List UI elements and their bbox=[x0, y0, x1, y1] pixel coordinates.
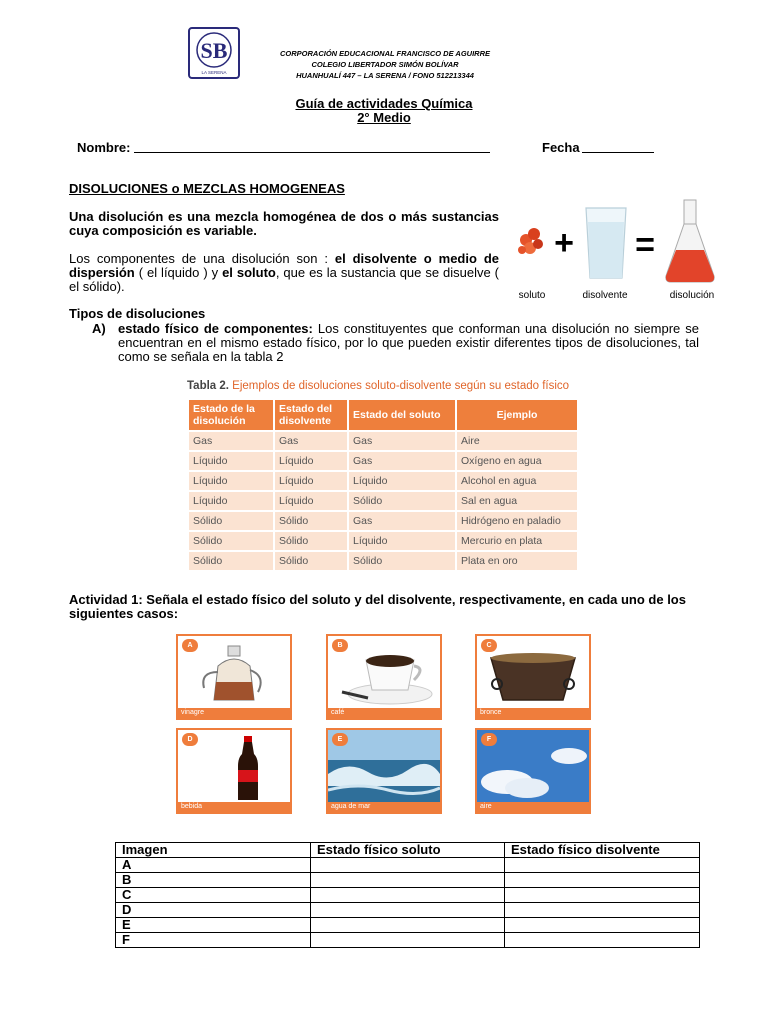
logo-caption: LA SERENA bbox=[201, 70, 227, 75]
photo-caption: aire bbox=[480, 803, 492, 810]
school-logo bbox=[188, 27, 240, 79]
tabla2-header: Ejemplo bbox=[457, 400, 577, 430]
table-row bbox=[189, 532, 577, 550]
table-cell: Sólido bbox=[349, 492, 455, 510]
tipos-item-text: Los constituyentes que conforman una disolución no siempre se encuentran en el mismo estado físico, por lo que pueden existir diferentes tipos de disoluciones, tal como se señala en la tabla 2 bbox=[118, 321, 699, 364]
table-cell: Sólido bbox=[275, 532, 347, 550]
answer-cell-disolvente[interactable] bbox=[505, 903, 700, 918]
table-cell: Sólido bbox=[275, 512, 347, 530]
components-paragraph bbox=[69, 252, 499, 294]
table-cell: Sólido bbox=[189, 552, 273, 570]
answer-row-label: F bbox=[116, 933, 311, 948]
table-cell: Gas bbox=[349, 512, 455, 530]
photo-caption: bronce bbox=[480, 709, 502, 716]
tipos-item-marker: A) bbox=[92, 321, 106, 336]
answer-header: Imagen bbox=[116, 843, 311, 858]
table-row bbox=[116, 888, 700, 903]
label-disolvente: disolvente bbox=[582, 290, 628, 301]
tipos-item-a bbox=[118, 322, 699, 364]
fecha-label: Fecha bbox=[542, 140, 580, 155]
answer-header: Estado físico soluto bbox=[311, 843, 505, 858]
table-cell: Líquido bbox=[275, 472, 347, 490]
table-cell: Gas bbox=[349, 452, 455, 470]
table-cell: Líquido bbox=[189, 452, 273, 470]
photo-letter: D bbox=[182, 733, 198, 746]
photo-bronce bbox=[475, 634, 591, 720]
table-cell: Sólido bbox=[189, 532, 273, 550]
answer-cell-soluto[interactable] bbox=[311, 903, 505, 918]
table-cell: Gas bbox=[189, 432, 273, 450]
table-row bbox=[189, 472, 577, 490]
section-heading: DISOLUCIONES o MEZCLAS HOMOGENEAS bbox=[69, 181, 345, 196]
photo-letter: E bbox=[332, 733, 348, 746]
table-row bbox=[189, 492, 577, 510]
guide-level: 2° Medio bbox=[357, 110, 411, 125]
tipos-heading: Tipos de disoluciones bbox=[69, 306, 206, 321]
photo-bebida bbox=[176, 728, 292, 814]
table-row bbox=[116, 933, 700, 948]
table-cell: Líquido bbox=[275, 452, 347, 470]
logo-emblem-icon bbox=[190, 29, 238, 77]
table-cell: Líquido bbox=[189, 472, 273, 490]
table-cell: Mercurio en plata bbox=[457, 532, 577, 550]
photo-vinagre bbox=[176, 634, 292, 720]
table-row bbox=[189, 452, 577, 470]
answer-cell-disolvente[interactable] bbox=[505, 873, 700, 888]
photo-letter: B bbox=[332, 639, 348, 652]
water-glass-icon bbox=[586, 208, 626, 278]
answer-cell-disolvente[interactable] bbox=[505, 858, 700, 873]
table-cell: Sólido bbox=[349, 552, 455, 570]
solution-figure bbox=[510, 196, 725, 304]
answer-header-row bbox=[116, 843, 700, 858]
photo-caption: agua de mar bbox=[331, 803, 371, 810]
table-cell: Gas bbox=[275, 432, 347, 450]
header-line-3: HUANHUALÍ 447 – LA SERENA / FONO 512213344 bbox=[296, 71, 474, 80]
table-cell: Aire bbox=[457, 432, 577, 450]
answer-row-label: D bbox=[116, 903, 311, 918]
tabla2-header: Estado del disolvente bbox=[275, 400, 347, 430]
answer-cell-disolvente[interactable] bbox=[505, 918, 700, 933]
actividad-1-label: Actividad 1: bbox=[69, 592, 143, 607]
equals-sign: = bbox=[635, 226, 655, 264]
tabla2-caption-label: Tabla 2. bbox=[187, 380, 229, 392]
components-text-2: ( el líquido ) y bbox=[134, 265, 223, 280]
header-line-1: CORPORACIÓN EDUCACIONAL FRANCISCO DE AGUIRRE bbox=[279, 49, 490, 58]
photo-letter: A bbox=[182, 639, 198, 652]
fecha-field[interactable] bbox=[582, 152, 654, 153]
guide-title: Guía de actividades Química bbox=[295, 96, 473, 111]
table-cell: Líquido bbox=[189, 492, 273, 510]
table-cell: Alcohol en agua bbox=[457, 472, 577, 490]
components-text-3: , que es la sustancia que se disuelve ( el sólido). bbox=[69, 265, 499, 294]
table-row bbox=[116, 918, 700, 933]
answer-row-label: A bbox=[116, 858, 311, 873]
table-row bbox=[189, 552, 577, 570]
answer-cell-soluto[interactable] bbox=[311, 888, 505, 903]
answer-cell-soluto[interactable] bbox=[311, 858, 505, 873]
actividad-1-text bbox=[69, 593, 699, 621]
answer-cell-soluto[interactable] bbox=[311, 873, 505, 888]
label-soluto: soluto bbox=[518, 290, 546, 301]
logo-text: SB bbox=[200, 38, 228, 63]
nombre-field[interactable] bbox=[134, 152, 490, 153]
components-bold-1: el disolvente o medio de dispersión bbox=[69, 251, 499, 280]
answer-row-label: C bbox=[116, 888, 311, 903]
answer-table bbox=[115, 842, 700, 948]
table-cell: Plata en oro bbox=[457, 552, 577, 570]
label-disolucion: disolución bbox=[669, 290, 715, 301]
table-cell: Líquido bbox=[349, 532, 455, 550]
table-row bbox=[189, 512, 577, 530]
answer-cell-soluto[interactable] bbox=[311, 918, 505, 933]
answer-cell-disolvente[interactable] bbox=[505, 888, 700, 903]
photo-agua-de-mar bbox=[326, 728, 442, 814]
table-cell: Oxígeno en agua bbox=[457, 452, 577, 470]
nombre-label: Nombre: bbox=[77, 140, 131, 155]
answer-cell-soluto[interactable] bbox=[311, 933, 505, 948]
photo-letter: F bbox=[481, 733, 497, 746]
table-row bbox=[189, 432, 577, 450]
tabla2-caption-text: Ejemplos de disoluciones soluto-disolvente según su estado físico bbox=[228, 380, 570, 392]
tabla2 bbox=[187, 398, 579, 572]
table-row bbox=[116, 873, 700, 888]
tipos-item-bold: estado físico de componentes: bbox=[118, 321, 313, 336]
table-cell: Hidrógeno en paladio bbox=[457, 512, 577, 530]
answer-row-label: E bbox=[116, 918, 311, 933]
solute-crystals-icon bbox=[518, 228, 543, 254]
table-row bbox=[116, 903, 700, 918]
table-row bbox=[116, 858, 700, 873]
table-cell: Gas bbox=[349, 432, 455, 450]
photo-letter: C bbox=[481, 639, 497, 652]
photo-cafe bbox=[326, 634, 442, 720]
answer-cell-disolvente[interactable] bbox=[505, 933, 700, 948]
components-bold-2: el soluto bbox=[222, 265, 276, 280]
answer-row-label: B bbox=[116, 873, 311, 888]
header-line-2: COLEGIO LIBERTADOR SIMÓN BOLÍVAR bbox=[311, 60, 459, 69]
photo-aire bbox=[475, 728, 591, 814]
photo-caption: café bbox=[331, 709, 345, 716]
definition-paragraph: Una disolución es una mezcla homogénea de dos o más sustancias cuya composición es variable. bbox=[69, 209, 499, 238]
photo-caption: bebida bbox=[181, 803, 203, 810]
answer-header: Estado físico disolvente bbox=[505, 843, 700, 858]
table-cell: Líquido bbox=[275, 492, 347, 510]
table-cell: Líquido bbox=[349, 472, 455, 490]
solution-figure-illustration bbox=[510, 196, 725, 304]
table-cell: Sólido bbox=[275, 552, 347, 570]
tabla2-header-row bbox=[189, 400, 577, 430]
table-cell: Sólido bbox=[189, 512, 273, 530]
components-text-1: Los componentes de una disolución son : bbox=[69, 251, 335, 266]
actividad-1-instructions: Señala el estado físico del soluto y del disolvente, respectivamente, en cada uno de los siguientes casos: bbox=[69, 592, 686, 621]
tabla2-header: Estado del soluto bbox=[349, 400, 455, 430]
flask-icon bbox=[666, 200, 714, 282]
plus-sign: + bbox=[554, 224, 574, 262]
tabla2-header: Estado de la disolución bbox=[189, 400, 273, 430]
table-cell: Sal en agua bbox=[457, 492, 577, 510]
tabla2-caption bbox=[187, 380, 569, 392]
photo-caption: vinagre bbox=[181, 709, 204, 716]
